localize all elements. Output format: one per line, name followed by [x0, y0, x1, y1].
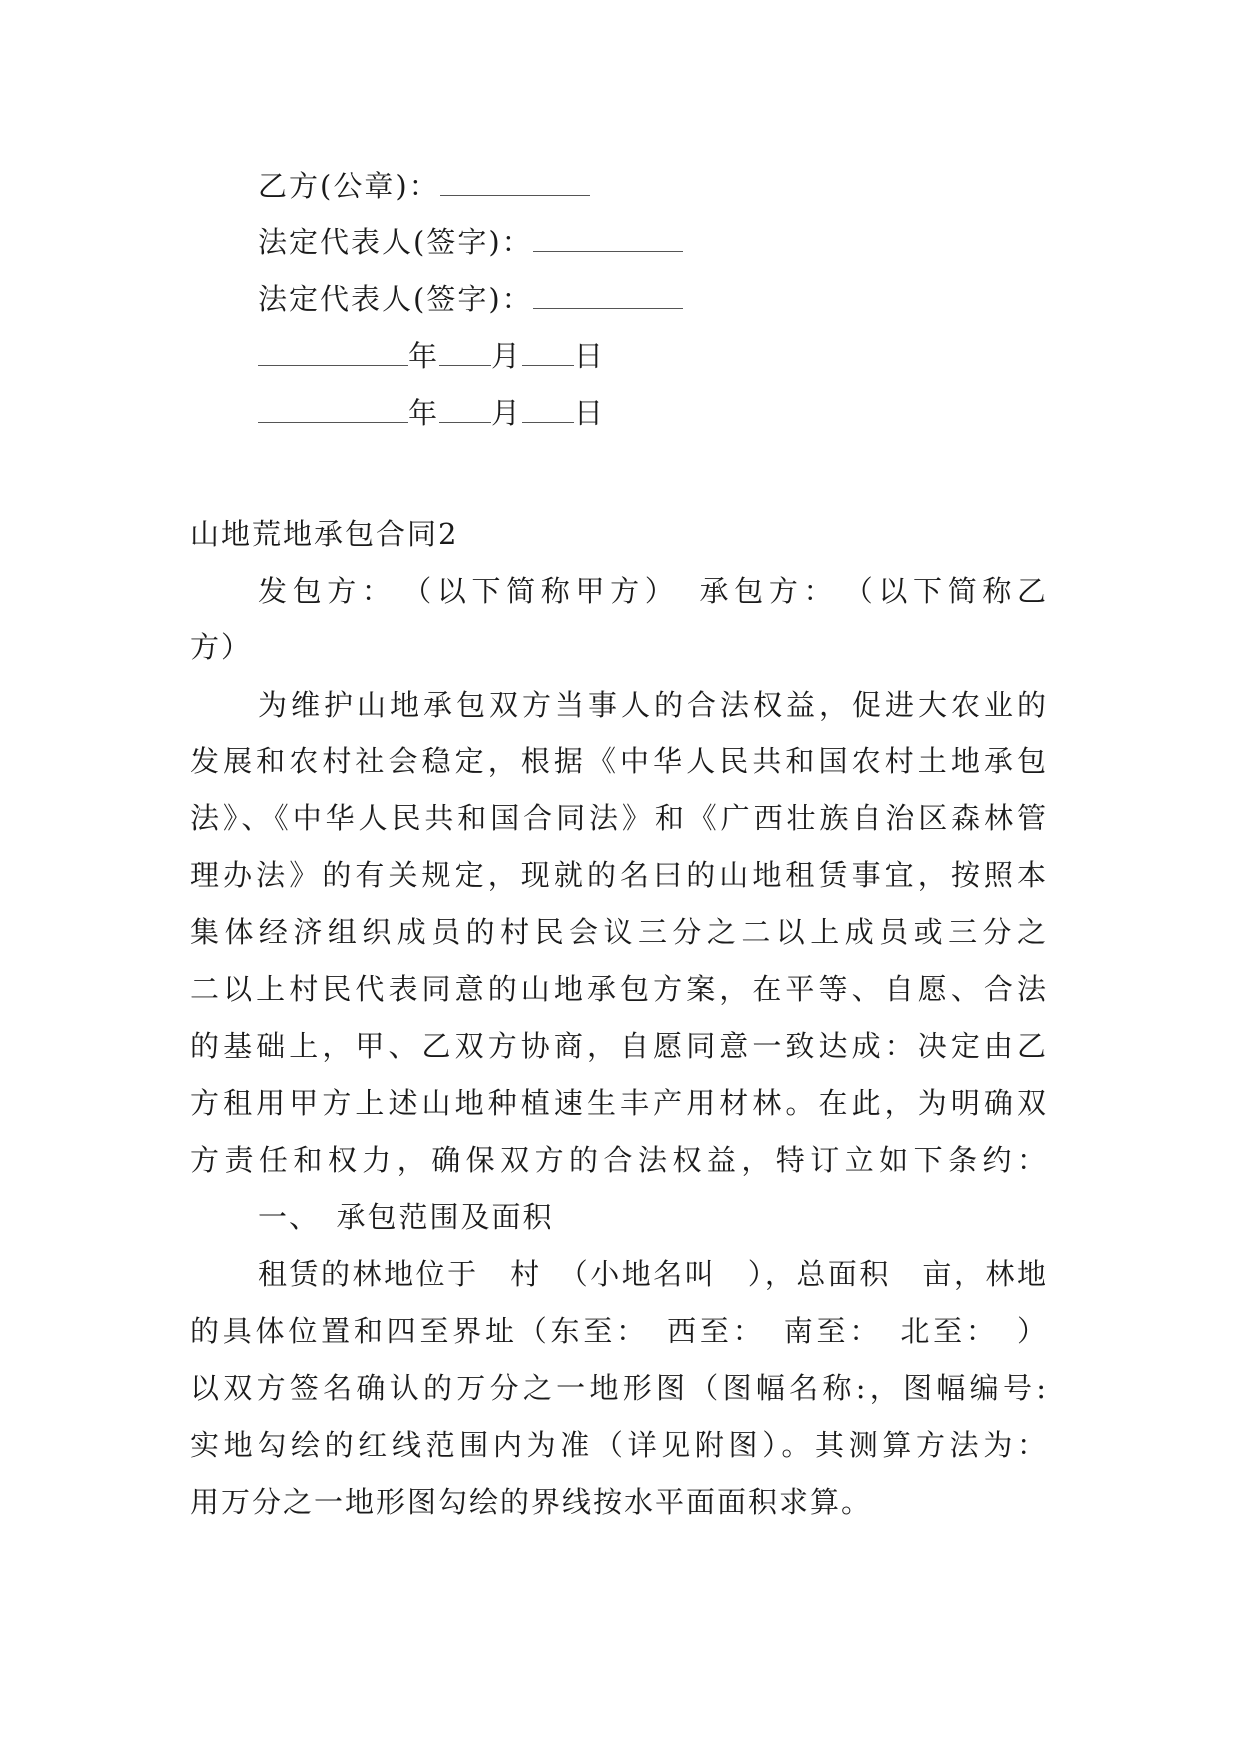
month-label: 月 — [491, 396, 523, 430]
preamble-line: 集体经济组织成员的村民会议三分之二以上成员或三分之 — [190, 915, 1048, 949]
legal-rep-label: 法定代表人(签字)： — [258, 282, 533, 316]
date-line-1 — [258, 336, 605, 376]
month-blank — [439, 339, 491, 366]
party-b-seal-label: 乙方(公章)： — [258, 169, 440, 203]
signature-blank — [533, 225, 683, 252]
preamble-line: 的基础上，甲、乙双方协商，自愿同意一致达成：决定由乙 — [190, 1029, 1048, 1063]
legal-rep-line-1 — [258, 222, 683, 262]
parties-line-1: 发包方： （以下简称甲方） 承包方： （以下简称乙 — [258, 574, 1048, 608]
preamble-line: 方租用甲方上述山地种植速生丰产用材林。在此，为明确双 — [190, 1086, 1048, 1120]
year-blank — [258, 396, 408, 423]
preamble-line: 方责任和权力，确保双方的合法权益，特订立如下条约： — [190, 1143, 1048, 1177]
year-label: 年 — [408, 339, 440, 373]
parties-line-2: 方） — [190, 630, 253, 664]
preamble-line: 为维护山地承包双方当事人的合法权益，促进大农业的 — [258, 688, 1048, 722]
section-line: 的具体位置和四至界址（东至： 西至： 南至： 北至： ） — [190, 1314, 1048, 1348]
month-label: 月 — [491, 339, 523, 373]
day-label: 日 — [574, 339, 606, 373]
legal-rep-label: 法定代表人(签字)： — [258, 225, 533, 259]
day-blank — [522, 339, 574, 366]
section-heading: 一、 承包范围及面积 — [258, 1200, 554, 1234]
section-line: 用万分之一地形图勾绘的界线按水平面面积求算。 — [190, 1485, 873, 1519]
year-blank — [258, 339, 408, 366]
preamble-line: 理办法》的有关规定，现就的名曰的山地租赁事宜，按照本 — [190, 858, 1048, 892]
party-b-seal-line — [258, 166, 590, 206]
legal-rep-line-2 — [258, 279, 683, 319]
preamble-line: 发展和农村社会稳定，根据《中华人民共和国农村土地承包 — [190, 744, 1048, 778]
date-line-2 — [258, 393, 605, 433]
year-label: 年 — [408, 396, 440, 430]
signature-blank — [440, 169, 590, 196]
month-blank — [439, 396, 491, 423]
day-label: 日 — [574, 396, 606, 430]
preamble-line: 二以上村民代表同意的山地承包方案，在平等、自愿、合法 — [190, 972, 1048, 1006]
day-blank — [522, 396, 574, 423]
section-line: 租赁的林地位于 村 （小地名叫 ），总面积 亩，林地 — [258, 1257, 1048, 1291]
section-line: 以双方签名确认的万分之一地形图（图幅名称:，图幅编号: — [190, 1371, 1048, 1405]
section-line: 实地勾绘的红线范围内为准（详见附图）。其测算方法为： — [190, 1428, 1048, 1462]
preamble-line: 法》、《中华人民共和国合同法》和《广西壮族自治区森林管 — [190, 801, 1048, 835]
contract-title: 山地荒地承包合同2 — [190, 517, 459, 551]
signature-blank — [533, 282, 683, 309]
